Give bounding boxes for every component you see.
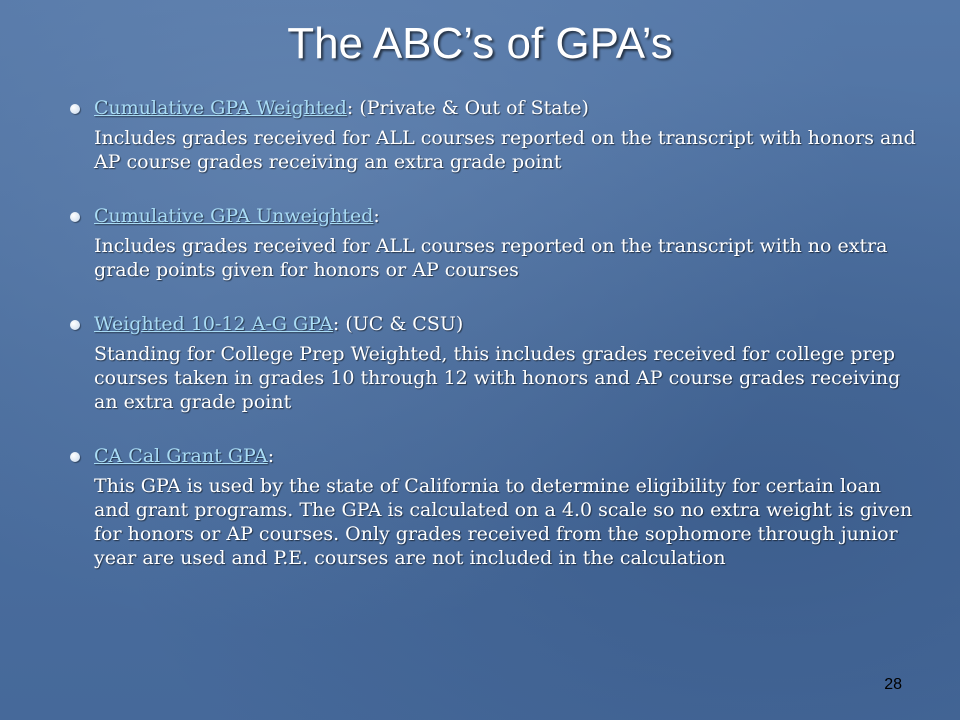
cumulative-gpa-unweighted-link[interactable]: Cumulative GPA Unweighted (94, 205, 374, 227)
cumulative-gpa-weighted-link[interactable]: Cumulative GPA Weighted (94, 97, 347, 119)
item-heading-suffix: : (UC & CSU) (332, 313, 464, 335)
bullet-icon (70, 452, 80, 462)
ca-cal-grant-gpa-link[interactable]: CA Cal Grant GPA (94, 445, 268, 467)
item-heading-suffix: : (373, 205, 380, 227)
item-description: Includes grades received for ALL courses reported on the transcript with honors and AP course grades receiving an extra grade point (94, 127, 916, 173)
item-heading (60, 312, 920, 336)
item-heading (60, 204, 920, 228)
list-item-cal-grant (60, 444, 920, 570)
slide-content (60, 96, 920, 600)
item-heading-suffix: : (Private & Out of State) (346, 97, 589, 119)
weighted-a-g-gpa-link[interactable]: Weighted 10-12 A-G GPA (94, 313, 333, 335)
bullet-icon (70, 320, 80, 330)
list-item-weighted-a-g (60, 312, 920, 414)
item-description: Standing for College Prep Weighted, this includes grades received for college prep courses taken in grades 10 through 12 with honors and AP course grades receiving an extra grade point (94, 343, 901, 413)
bullet-icon (70, 104, 80, 114)
bullet-icon (70, 212, 80, 222)
item-heading-suffix: : (267, 445, 275, 467)
item-description: Includes grades received for ALL courses reported on the transcript with no extra grade points given for honors or AP courses (94, 235, 888, 281)
slide-title: The ABC’s of GPA’s (287, 19, 673, 68)
item-heading (60, 96, 920, 120)
item-description: This GPA is used by the state of California to determine eligibility for certain loan and grant programs. The GPA is calculated on a 4.0 scale so no extra weight is given for honors or AP courses. Only grades received from the sophomore through junior year are used and P.E. courses are not included in the calculation (94, 475, 913, 569)
item-heading (60, 444, 920, 468)
list-item-cumulative-weighted (60, 96, 920, 174)
list-item-cumulative-unweighted (60, 204, 920, 282)
page-number: 28 (884, 676, 902, 693)
